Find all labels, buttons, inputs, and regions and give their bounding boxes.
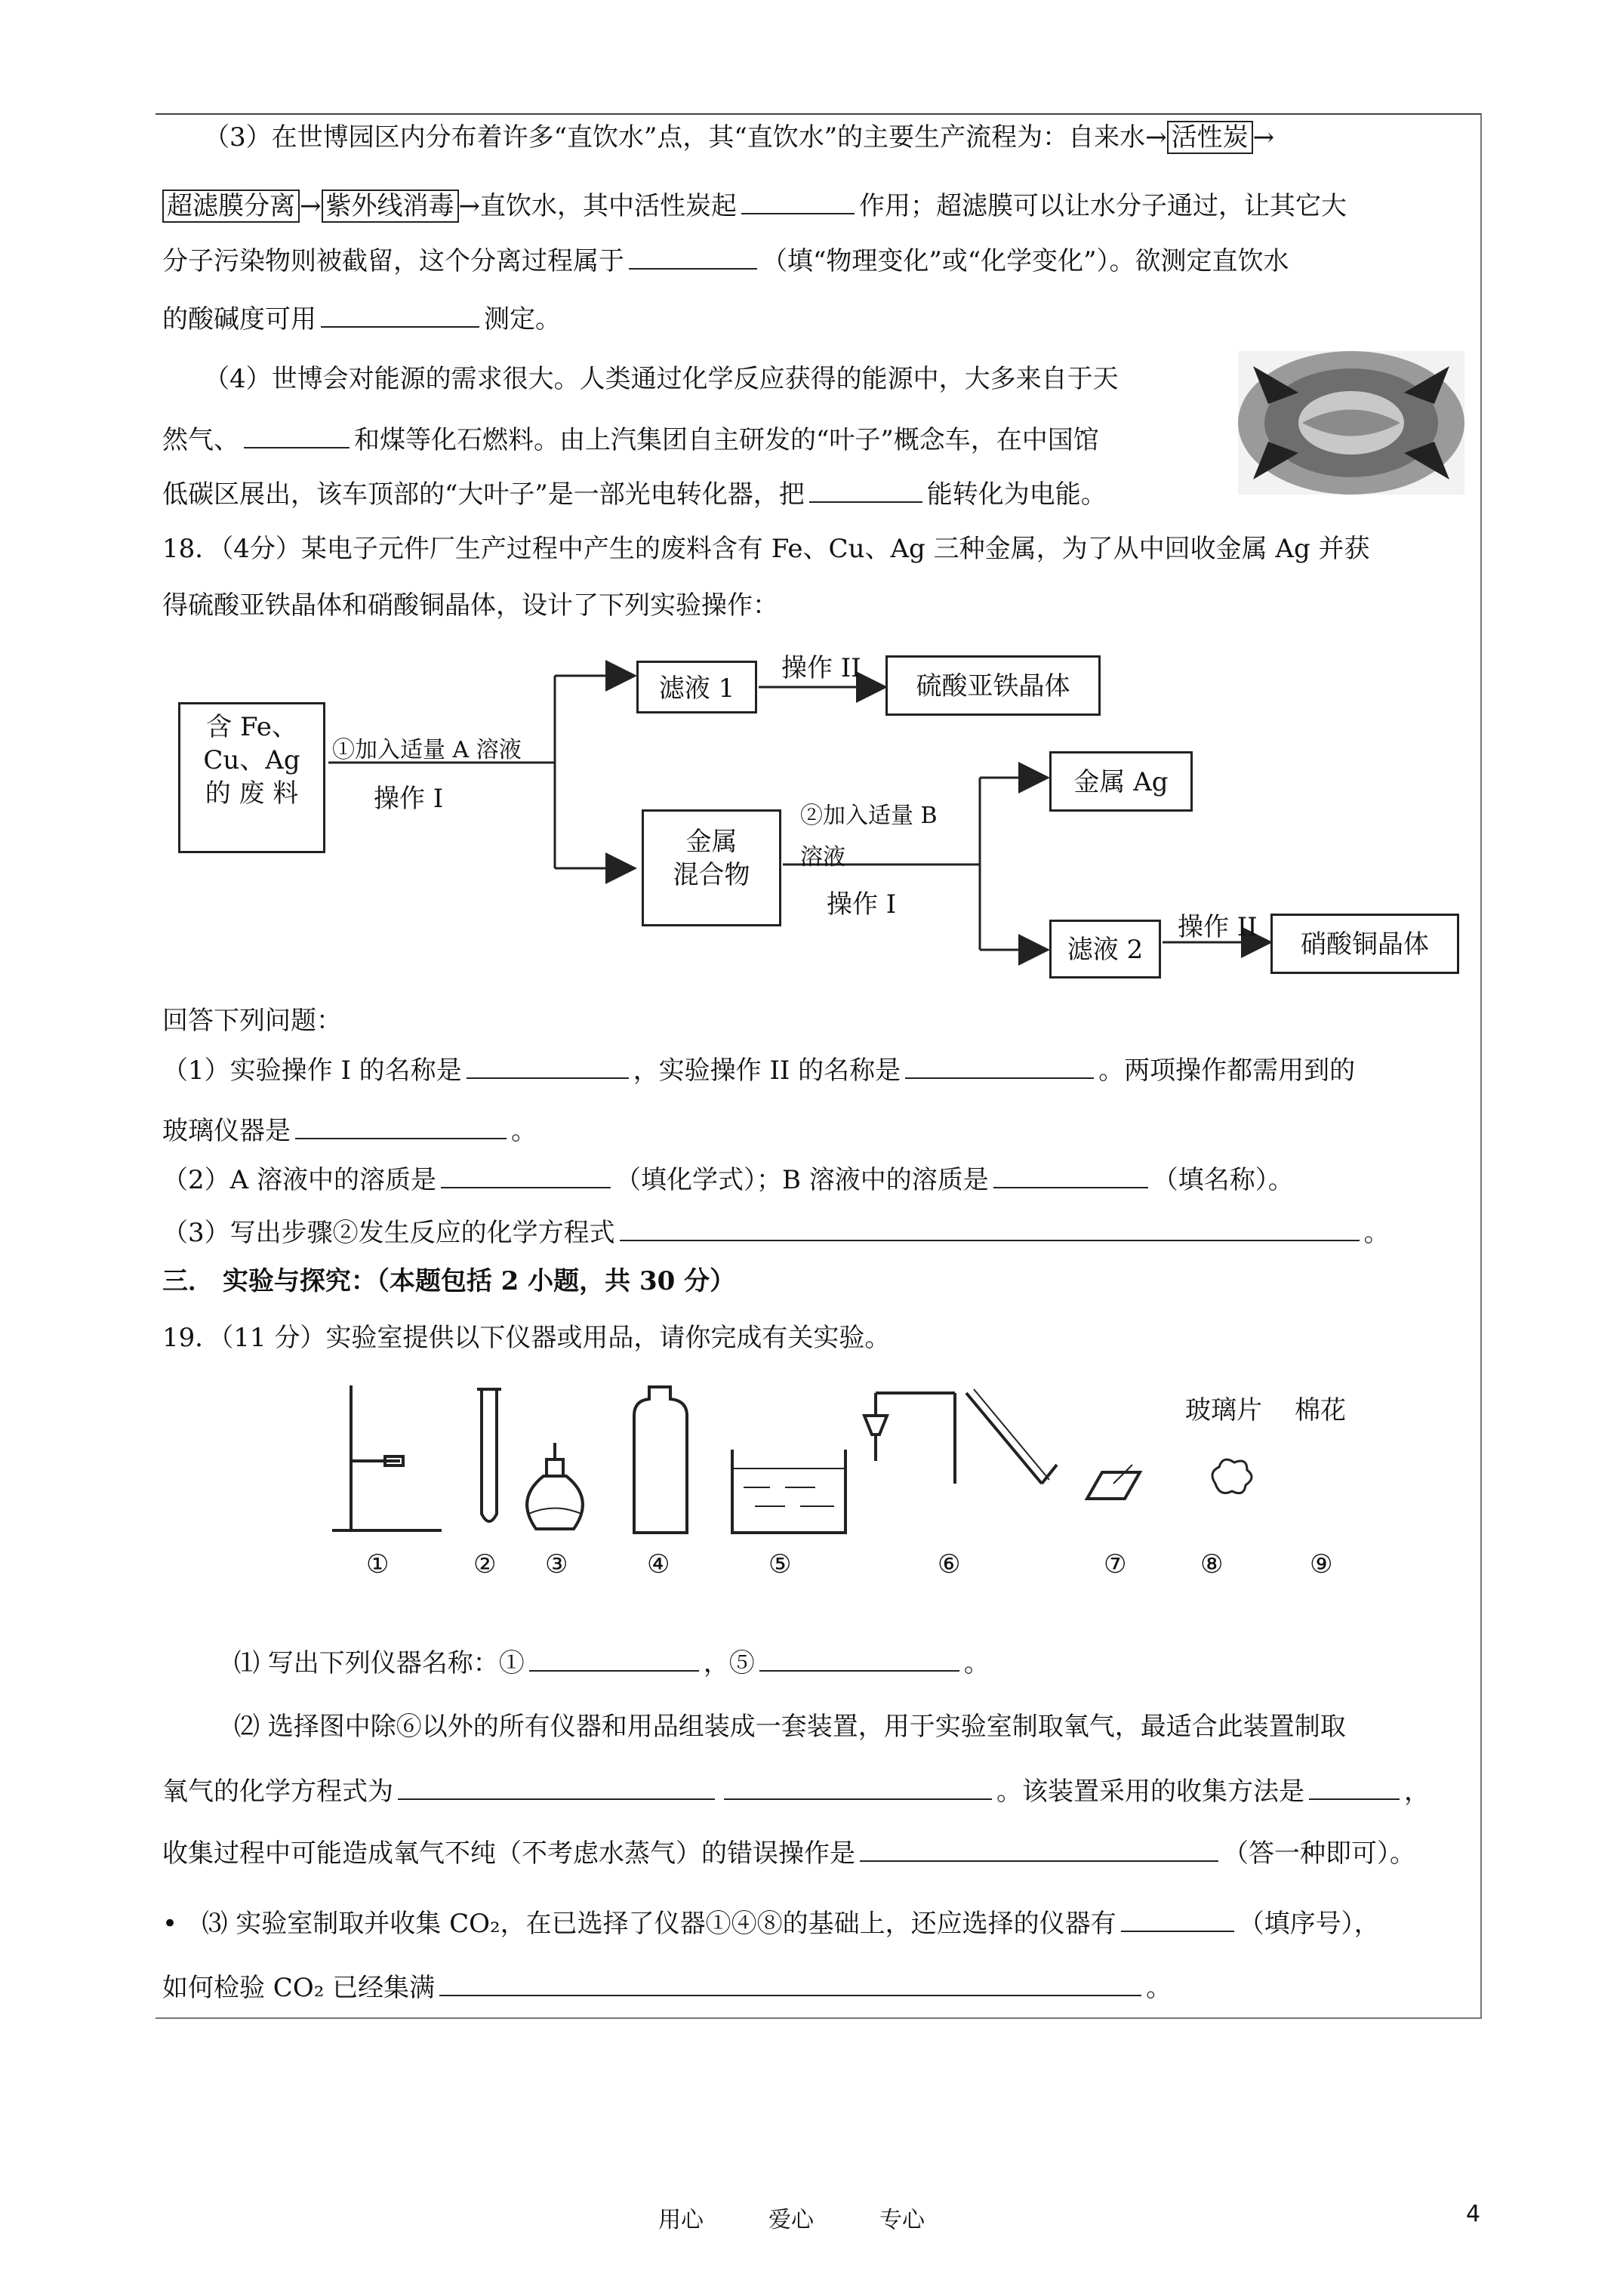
q19-sub2-line2: 氧气的化学方程式为 。该装置采用的收集方法是 ， <box>162 1774 1476 1808</box>
answer-blank[interactable] <box>993 1163 1148 1188</box>
q19-sub1: ⑴ 写出下列仪器名称：① ，⑤ 。 <box>234 1646 1548 1680</box>
q19-sub3-line2: 如何检验 CO₂ 已经集满 。 <box>162 1971 1476 2005</box>
cotton-label: 棉花 <box>1295 1395 1346 1425</box>
q18-answer-intro: 回答下列问题： <box>162 1006 342 1036</box>
flow-box-ultrafiltration: 超滤膜分离 <box>162 190 300 223</box>
answer-blank[interactable] <box>321 302 479 328</box>
q17-part3-line3: 分子污染物则被截留，这个分离过程属于 （填“物理变化”或“化学变化”）。欲测定直饮水 <box>162 244 1476 278</box>
flow-box-metal-ag: 金属 Ag <box>1049 751 1193 812</box>
apparatus-number-3: ③ <box>545 1549 568 1579</box>
water-trough-icon <box>732 1450 845 1533</box>
q17-part3-line4: 的酸碱度可用 测定。 <box>162 302 1476 336</box>
answer-blank[interactable] <box>741 189 855 214</box>
answer-blank[interactable] <box>905 1053 1094 1079</box>
flow-step1-operation: 操作 I <box>374 784 444 814</box>
cotton-icon <box>1212 1459 1252 1493</box>
bent-tube-icon <box>966 1389 1057 1484</box>
q18-line1: 18．（4分）某电子元件厂生产过程中产生的废料含有 Fe、Cu、Ag 三种金属，为了从中回收金属 Ag 并获 <box>162 534 1370 564</box>
q18-answer1-line2: 玻璃仪器是 。 <box>162 1114 1476 1148</box>
footer-word-1: 用心 <box>658 2207 704 2233</box>
flow-box-filtrate1: 滤液 1 <box>636 661 757 713</box>
glass-slide-label: 玻璃片 <box>1185 1395 1262 1425</box>
gas-bottle-icon <box>634 1387 687 1533</box>
q17-part3-line2: 超滤膜分离 → 紫外线消毒 →直饮水，其中活性炭起 作用；超滤膜可以让水分子通过，让其它大 <box>162 189 1476 223</box>
flow-box-copper-nitrate: 硝酸铜晶体 <box>1270 914 1459 974</box>
apparatus-number-1: ① <box>366 1549 390 1579</box>
test-tube-icon <box>477 1389 501 1521</box>
q17-part4-line2: 然气、 和煤等化石燃料。由上汽集团自主研发的“叶子”概念车，在中国馆 <box>162 423 1219 457</box>
answer-blank[interactable] <box>629 244 757 270</box>
q17-part4-line3: 低碳区展出，该车顶部的“大叶子”是一部光电转化器，把 能转化为电能。 <box>162 477 1219 511</box>
flow-step2-operation: 操作 I <box>827 889 897 920</box>
alcohol-lamp-icon <box>527 1443 583 1529</box>
delivery-tube-icon <box>864 1393 955 1484</box>
q19-sub2-line3: 收集过程中可能造成氧气不纯（不考虑水蒸气）的错误操作是 （答一种即可）。 <box>162 1836 1476 1870</box>
leaf-concept-car-image <box>1238 351 1464 495</box>
flow-box-metal-mixture: 金属 混合物 <box>642 809 781 926</box>
q18-answer1-line1: （1）实验操作 I 的名称是 ，实验操作 II 的名称是 。两项操作都需用到的 <box>162 1053 1476 1087</box>
footer-word-2: 爱心 <box>768 2207 814 2233</box>
q18-answer2: （2）A 溶液中的溶质是 （填化学式）；B 溶液中的溶质是 （填名称）。 <box>162 1163 1476 1197</box>
answer-blank[interactable] <box>809 477 922 503</box>
glass-slide-icon <box>1087 1465 1140 1499</box>
q17-part3-line1: （3）在世博园区内分布着许多“直饮水”点，其“直饮水”的主要生产流程为：自来水→ 活性炭 → <box>204 122 1275 153</box>
apparatus-number-7: ⑦ <box>1104 1549 1127 1579</box>
answer-blank[interactable] <box>759 1646 959 1672</box>
q19-intro: 19．（11 分）实验室提供以下仪器或用品，请你完成有关实验。 <box>162 1323 891 1353</box>
answer-blank[interactable] <box>529 1646 699 1672</box>
flow-box-ferrous-sulfate: 硫酸亚铁晶体 <box>885 655 1101 716</box>
footer-word-3: 专心 <box>879 2207 925 2233</box>
answer-blank[interactable] <box>244 423 350 448</box>
answer-blank[interactable] <box>724 1774 992 1800</box>
flow-box-uv-disinfection: 紫外线消毒 <box>322 190 459 223</box>
answer-blank[interactable] <box>860 1836 1218 1862</box>
iron-stand-icon <box>332 1385 442 1530</box>
flow-box-waste-material: 含 Fe、 Cu、Ag 的 废 料 <box>178 702 325 853</box>
apparatus-number-6: ⑥ <box>938 1549 961 1579</box>
flow-box-activated-carbon: 活性炭 <box>1167 121 1253 154</box>
answer-blank[interactable] <box>1121 1906 1234 1932</box>
answer-blank[interactable] <box>441 1163 611 1188</box>
flow-op2-top: 操作 II <box>781 653 861 683</box>
answer-blank[interactable] <box>467 1053 629 1079</box>
answer-blank[interactable] <box>620 1216 1360 1241</box>
section3-heading: 三． 实验与探究：（本题包括 2 小题，共 30 分） <box>162 1266 736 1296</box>
flow-op2-bottom: 操作 II <box>1178 912 1258 942</box>
q18-line2: 得硫酸亚铁晶体和硝酸铜晶体，设计了下列实验操作： <box>162 590 778 621</box>
q19-sub2-line1: ⑵ 选择图中除⑥以外的所有仪器和用品组装成一套装置，用于实验室制取氧气，最适合此装置制取 <box>234 1712 1346 1742</box>
apparatus-number-8: ⑧ <box>1200 1549 1224 1579</box>
apparatus-number-4: ④ <box>647 1549 670 1579</box>
flow-step2-label-2: 溶液 <box>800 844 845 871</box>
page-number: 4 <box>1466 2201 1481 2227</box>
apparatus-number-5: ⑤ <box>768 1549 792 1579</box>
flow-step1-label: ①加入适量 A 溶液 <box>332 737 522 763</box>
answer-blank[interactable] <box>398 1774 715 1800</box>
answer-blank[interactable] <box>1309 1774 1400 1800</box>
q19-sub3-line1: • ⑶ 实验室制取并收集 CO₂，在已选择了仪器①④⑧的基础上，还应选择的仪器有 （填序号）， <box>162 1906 1476 1940</box>
flow-step2-label-1: ②加入适量 B <box>800 803 938 829</box>
apparatus-number-9: ⑨ <box>1310 1549 1333 1579</box>
answer-blank[interactable] <box>295 1114 507 1139</box>
answer-blank[interactable] <box>439 1971 1141 1996</box>
apparatus-number-2: ② <box>473 1549 497 1579</box>
q18-answer3: （3）写出步骤②发生反应的化学方程式 。 <box>162 1216 1476 1250</box>
q17-part4-line1: （4）世博会对能源的需求很大。人类通过化学反应获得的能源中，大多来自于天 <box>204 364 1119 394</box>
flow-box-filtrate2: 滤液 2 <box>1049 920 1161 978</box>
